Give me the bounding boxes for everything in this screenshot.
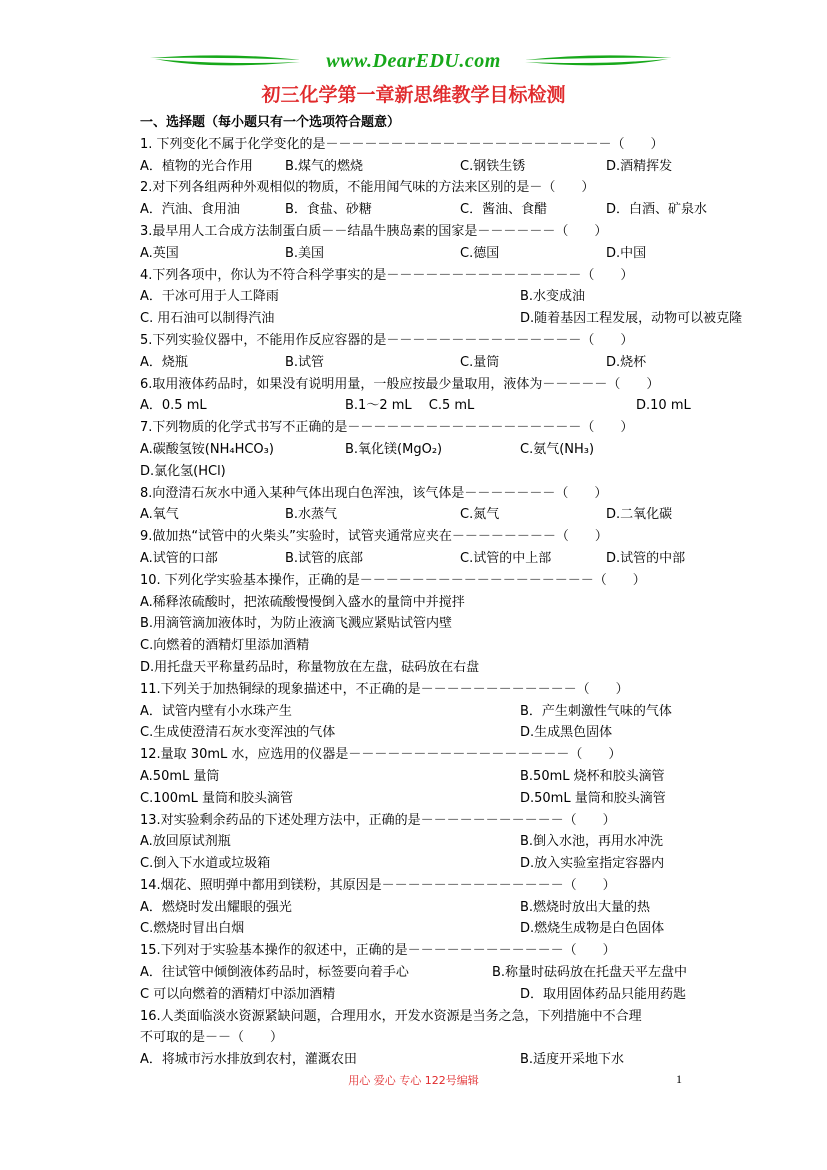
question-text: 11.下列关于加热铜绿的现象描述中，不正确的是－－－－－－－－－－－－（ ）	[140, 681, 629, 697]
site-url: www.DearEDU.com	[326, 50, 501, 72]
option-text: D.10 mL	[636, 398, 691, 414]
option-text: A.碳酸氢铵(NH₄HCO₃)	[140, 441, 274, 457]
question-line	[140, 570, 720, 592]
option-row	[140, 1049, 720, 1071]
option-text: C.生成使澄清石灰水变浑浊的气体	[140, 725, 336, 741]
question-text: D.氯化氢(HCl)	[140, 463, 226, 479]
option-text: A．将城市污水排放到农村，灌溉农田	[140, 1052, 357, 1068]
option-text: D.放入实验室指定容器内	[520, 856, 665, 872]
option-text: B.美国	[285, 245, 325, 261]
option-text: A.氧气	[140, 507, 179, 523]
option-text: D．白酒、矿泉水	[606, 202, 708, 218]
option-row	[140, 504, 720, 526]
question-text: 1. 下列变化不属于化学变化的是－－－－－－－－－－－－－－－－－－－－－－（ ）	[140, 136, 664, 152]
option-row	[140, 701, 720, 723]
option-text: C．酱油、食醋	[460, 202, 548, 218]
option-text: A．试管内壁有小水珠产生	[140, 703, 292, 719]
option-text: C.德国	[460, 245, 500, 261]
option-text: B.煤气的燃烧	[285, 158, 364, 174]
question-line	[140, 875, 720, 897]
option-row	[140, 722, 720, 744]
option-text: C 可以向燃着的酒精灯中添加酒精	[140, 986, 336, 1002]
option-text: A．燃烧时发出耀眼的强光	[140, 899, 292, 915]
option-text: A．汽油、食用油	[140, 202, 240, 218]
question-text: 4.下列各项中，你认为不符合科学事实的是－－－－－－－－－－－－－－－（ ）	[140, 267, 634, 283]
option-text: A．0.5 mL	[140, 398, 207, 414]
question-line	[140, 657, 720, 679]
option-text: D.酒精挥发	[606, 158, 673, 174]
question-text: 16.人类面临淡水资源紧缺问题，合理用水，开发水资源是当务之急，下列措施中不合理	[140, 1008, 642, 1024]
page-number: 1	[676, 1072, 682, 1086]
option-row	[140, 984, 720, 1006]
question-text: C.向燃着的酒精灯里添加酒精	[140, 638, 310, 654]
option-text: D.50mL 量筒和胶头滴管	[520, 790, 666, 806]
option-text: A.试管的口部	[140, 550, 218, 566]
question-text: 7.下列物质的化学式书写不正确的是－－－－－－－－－－－－－－－－－－（ ）	[140, 420, 634, 436]
option-text: A.放回原试剂瓶	[140, 834, 231, 850]
question-content	[140, 112, 743, 1071]
question-text: 15.下列对于实验基本操作的叙述中，正确的是－－－－－－－－－－－－（ ）	[140, 943, 616, 959]
option-text: A．干冰可用于人工降雨	[140, 289, 279, 305]
option-row	[140, 352, 720, 374]
question-line	[140, 679, 720, 701]
option-text: B.氧化镁(MgO₂)	[345, 441, 443, 457]
option-text: C.燃烧时冒出白烟	[140, 921, 245, 937]
option-row	[140, 918, 720, 940]
question-line	[140, 613, 720, 635]
question-line	[140, 461, 720, 483]
option-text: A.50mL 量筒	[140, 768, 220, 784]
option-row	[140, 439, 720, 461]
option-text: D.随着基因工程发展，动物可以被克隆	[520, 311, 743, 327]
option-row	[140, 156, 720, 178]
question-text: A.稀释浓硫酸时，把浓硫酸慢慢倒入盛水的量筒中并搅拌	[140, 594, 465, 610]
option-text: B．产生刺激性气味的气体	[520, 703, 672, 719]
section-heading: 一、选择题（每小题只有一个选项符合题意）	[140, 115, 401, 130]
question-line	[140, 526, 720, 548]
question-line	[140, 940, 720, 962]
option-row	[140, 897, 720, 919]
option-text: B.水蒸气	[285, 507, 338, 523]
question-text: 14.烟花、照明弹中都用到镁粉，其原因是－－－－－－－－－－－－－－（ ）	[140, 877, 616, 893]
question-text: 9.做加热“试管中的火柴头”实验时，试管夹通常应夹在－－－－－－－－（ ）	[140, 529, 608, 545]
question-text: 5.下列实验仪器中，不能用作反应容器的是－－－－－－－－－－－－－－－（ ）	[140, 332, 634, 348]
option-text: C.100mL 量筒和胶头滴管	[140, 790, 294, 806]
question-text: D.用托盘天平称量药品时，称量物放在左盘，砝码放在右盘	[140, 659, 480, 675]
option-text: B.水变成油	[520, 289, 586, 305]
option-text: D.试管的中部	[606, 550, 686, 566]
question-text: 3.最早用人工合成方法制蛋白质－－结晶牛胰岛素的国家是－－－－－－（ ）	[140, 223, 608, 239]
option-row	[140, 962, 720, 984]
question-line	[140, 1027, 720, 1049]
option-row	[140, 308, 743, 330]
option-text: A.英国	[140, 245, 179, 261]
question-line	[140, 592, 720, 614]
option-text: C.钢铁生锈	[460, 158, 526, 174]
question-text: 2.对下列各组两种外观相似的物质，不能用闻气味的方法来区别的是－（ ）	[140, 180, 595, 196]
question-line	[140, 177, 720, 199]
option-text: B.50mL 烧杯和胶头滴管	[520, 768, 665, 784]
question-text: 13.对实验剩余药品的下述处理方法中，正确的是－－－－－－－－－－－（ ）	[140, 812, 616, 828]
option-text: C. 用石油可以制得汽油	[140, 311, 275, 327]
question-text: 12.量取 30mL 水，应选用的仪器是－－－－－－－－－－－－－－－－－（ ）	[140, 747, 622, 763]
option-text: B.称量时砝码放在托盘天平左盘中	[492, 965, 688, 981]
question-line	[140, 417, 720, 439]
option-text: C.倒入下水道或垃圾箱	[140, 856, 271, 872]
option-row	[140, 286, 720, 308]
question-line	[140, 374, 720, 396]
question-line	[140, 483, 720, 505]
option-row	[140, 853, 720, 875]
option-row	[140, 831, 720, 853]
option-text: D．取用固体药品只能用药匙	[520, 986, 687, 1002]
option-text: B.燃烧时放出大量的热	[520, 899, 651, 915]
option-text: D.二氧化碳	[606, 507, 673, 523]
option-text: A．烧瓶	[140, 354, 188, 370]
option-text: D.中国	[606, 245, 647, 261]
option-text: C.量筒	[460, 354, 500, 370]
question-line	[140, 330, 720, 352]
option-text: A．往试管中倾倒液体药品时，标签要向着手心	[140, 965, 409, 981]
option-text: B.1～2 mL C.5 mL	[345, 398, 475, 414]
page-title: 初三化学第一章新思维教学目标检测	[261, 84, 566, 106]
question-text: 不可取的是－－（ ）	[140, 1030, 284, 1046]
question-text: 8.向澄清石灰水中通入某种气体出现白色浑浊，该气体是－－－－－－－（ ）	[140, 485, 608, 501]
question-text: 10. 下列化学实验基本操作，正确的是－－－－－－－－－－－－－－－－－－（ ）	[140, 572, 646, 588]
option-text: D.燃烧生成物是白色固体	[520, 921, 665, 937]
option-row	[140, 243, 720, 265]
question-line	[140, 1006, 720, 1028]
option-row	[140, 548, 720, 570]
option-text: C.氨气(NH₃)	[520, 441, 595, 457]
option-text: B．食盐、砂糖	[285, 202, 372, 218]
option-row	[140, 788, 720, 810]
option-row	[140, 395, 720, 417]
option-text: D.生成黑色固体	[520, 725, 613, 741]
question-line	[140, 221, 720, 243]
option-text: A．植物的光合作用	[140, 158, 253, 174]
option-text: C.氮气	[460, 507, 500, 523]
option-text: D.烧杯	[606, 354, 647, 370]
question-line	[140, 134, 720, 156]
question-text: 6.取用液体药品时，如果没有说明用量，一般应按最少量取用，液体为－－－－－（ ）	[140, 376, 660, 392]
option-text: B.试管	[285, 354, 325, 370]
option-text: C.试管的中上部	[460, 550, 552, 566]
question-line	[140, 810, 720, 832]
option-text: B.试管的底部	[285, 550, 364, 566]
option-row	[140, 766, 720, 788]
option-row	[140, 199, 720, 221]
question-line	[140, 265, 720, 287]
question-line	[140, 744, 720, 766]
option-text: B.适度开采地下水	[520, 1052, 625, 1068]
question-lines	[140, 134, 743, 1071]
option-text: B.倒入水池，再用水冲洗	[520, 834, 664, 850]
footer-credit: 用心 爱心 专心 122号编辑	[348, 1074, 479, 1087]
question-text: B.用滴管滴加液体时，为防止液滴飞溅应紧贴试管内壁	[140, 616, 453, 632]
question-line	[140, 635, 720, 657]
